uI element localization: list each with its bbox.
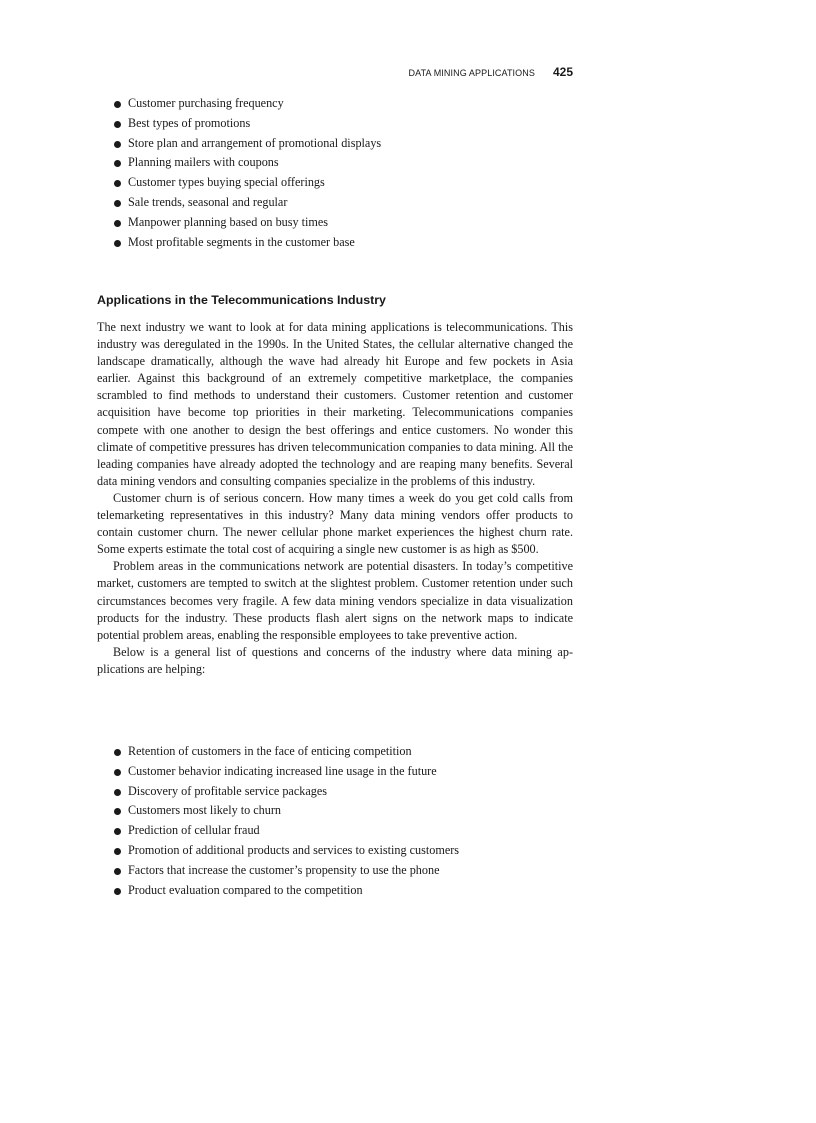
list-item: Discovery of profitable service packages — [112, 782, 572, 802]
list-item: Customer behavior indicating increased line usage in the future — [112, 762, 572, 782]
list-item: Promotion of additional products and services to existing customers — [112, 841, 572, 861]
page-number: 425 — [552, 65, 573, 79]
list-item: Prediction of cellular fraud — [112, 821, 572, 841]
list-item: Best types of promotions — [112, 114, 572, 134]
paragraph: Customer churn is of serious concern. How many times a week do you get cold calls from telemarketing representatives in this industry? Many data mining vendors offer products to contain customer churn. The newer cellular phone market experiences the highest churn rate. Some experts estimate the total cost of acquiring a single new customer is as high as $500. — [97, 490, 573, 557]
list-item: Customer types buying special offerings — [112, 173, 572, 193]
list-item: Factors that increase the customer’s propensity to use the phone — [112, 861, 572, 881]
paragraph: The next industry we want to look at for data mining applications is telecommunications. This industry was deregulated in the 1990s. In the United States, the cellular alternative changed the landscape dramatically, although the wave had already hit Europe and few pockets in Asia earlier. Against this background of an extremely competitive marketplace, the companies scrambled to find methods to understand their customers. Customer retention and customer acquisition have become top priorities in their marketing. Telecommunications companies compete with one another to design the best offerings and entice customers. No wonder this climate of competitive pressures has driven telecommunication companies to data mining. All the leading companies have already adopted the technology and are reaping many benefits. Several data mining vendors and consulting companies specialize in the problems of this industry. — [97, 320, 573, 488]
list-item: Sale trends, seasonal and regular — [112, 193, 572, 213]
running-head-section: DATA MINING APPLICATIONS — [408, 68, 535, 78]
list-item: Customer purchasing frequency — [112, 94, 572, 114]
list-item: Planning mailers with coupons — [112, 153, 572, 173]
list-item: Most profitable segments in the customer base — [112, 233, 572, 253]
paragraph: Problem areas in the communications network are potential disasters. In today’s competitive market, customers are tempted to switch at the slightest problem. Customer retention under such circumstances becomes very fragile. A few data mining vendors specialize in data visualization products for the industry. These products flash alert signs on the network maps to indicate potential problem areas, enabling the responsible employees to take preventive action. — [97, 559, 573, 642]
body-text — [97, 319, 573, 678]
list-item: Manpower planning based on busy times — [112, 213, 572, 233]
list-item: Product evaluation compared to the competition — [112, 881, 572, 901]
list-item: Retention of customers in the face of enticing competition — [112, 742, 572, 762]
list-item: Store plan and arrangement of promotional displays — [112, 134, 572, 154]
list-item: Customers most likely to churn — [112, 801, 572, 821]
running-head — [97, 63, 573, 81]
paragraph: Below is a general list of questions and concerns of the industry where data mining applications are helping: — [97, 644, 573, 676]
retail-bullet-list — [112, 94, 572, 252]
telecom-bullet-list — [112, 742, 572, 900]
section-heading: Applications in the Telecommunications Industry — [97, 293, 386, 307]
